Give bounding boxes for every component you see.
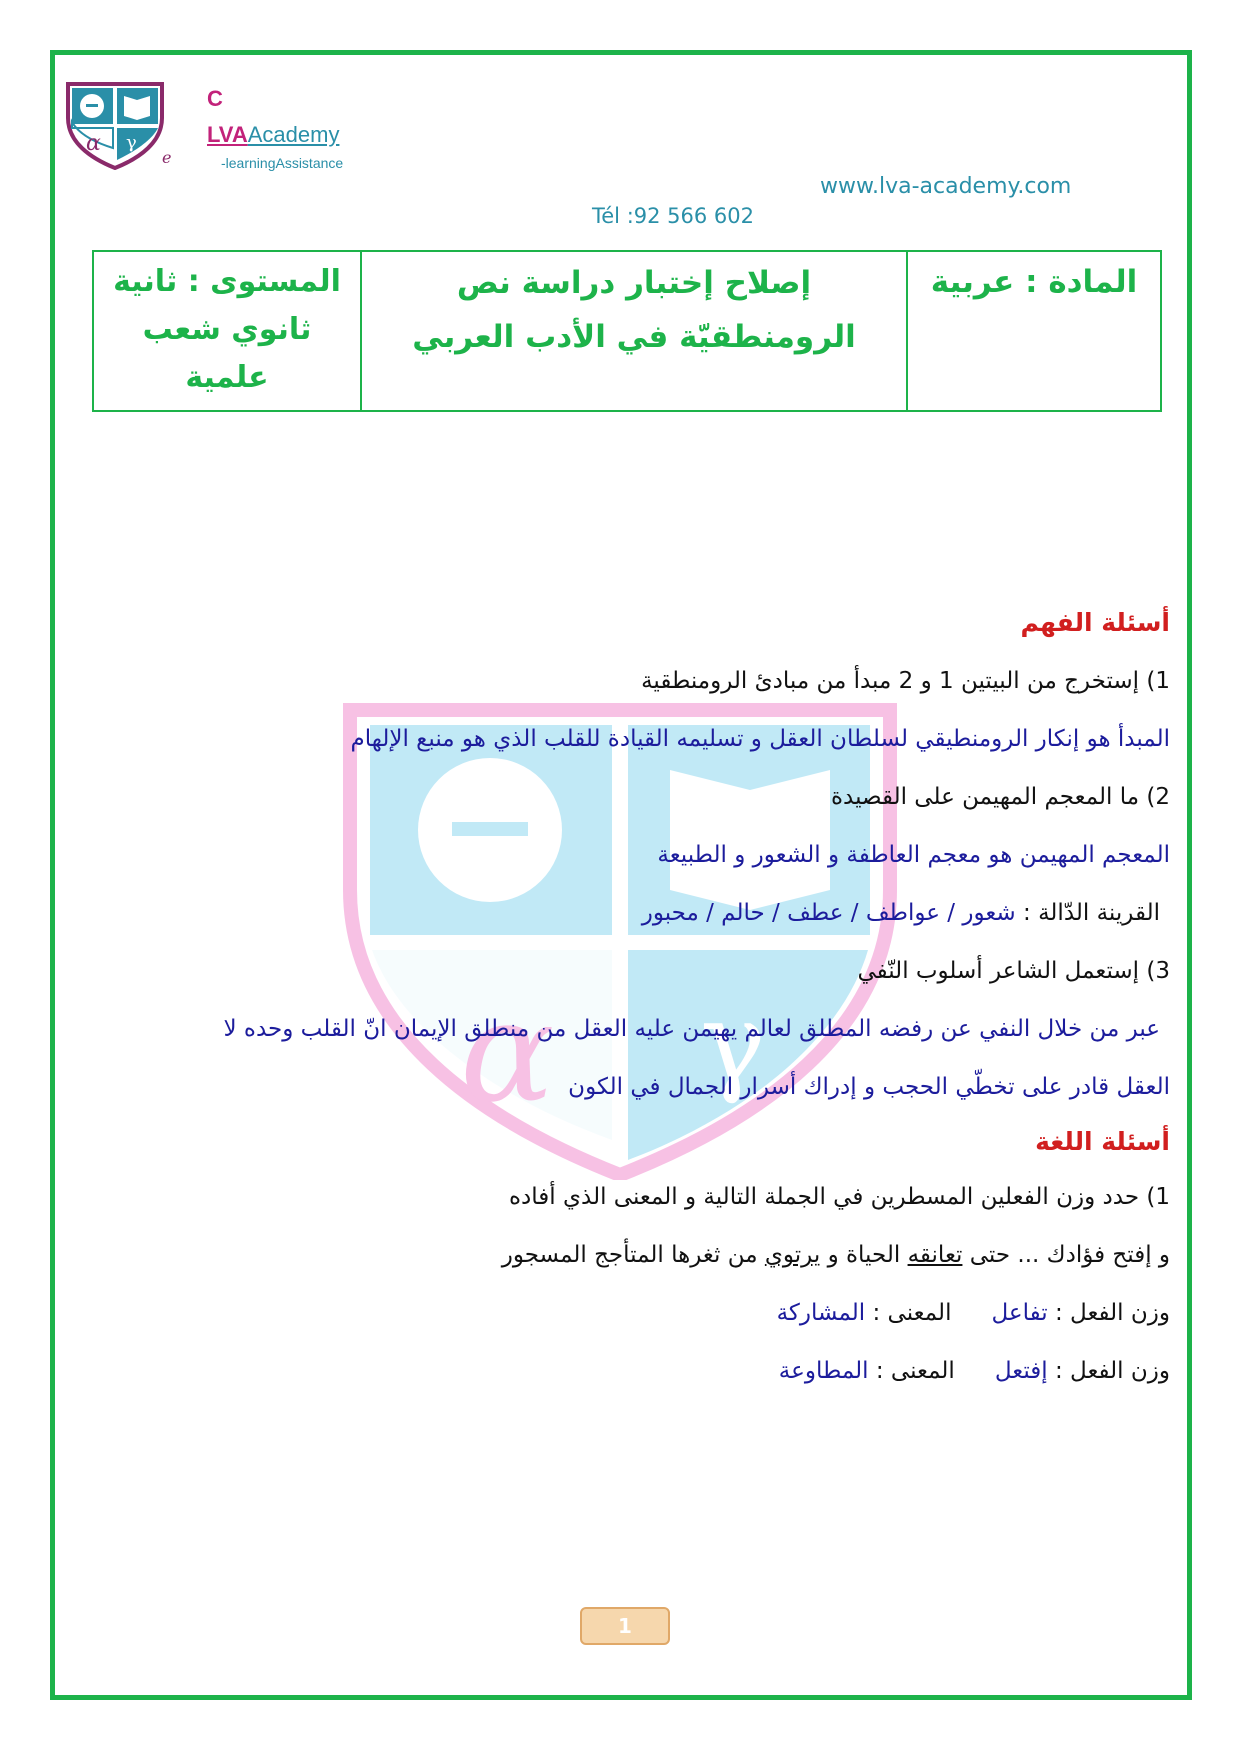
evidence-words: شعور / عواطف / عطف / حالم / محبور [641,900,1016,926]
telephone: Tél :92 566 602 [592,204,755,228]
weight-value-1: تفاعل [991,1300,1048,1326]
sentence-verb-2: يرتوي [764,1242,821,1268]
academy-logo-icon [60,78,170,170]
weight-label-1: وزن الفعل : [1047,1300,1170,1326]
comprehension-question-3: 3) إستعمل الشاعر أسلوب النّفي [857,958,1170,984]
comprehension-answer-1: المبدأ هو إنكار الرومنطيقي لسلطان العقل و تسليمه القيادة للقلب الذي هو منبع الإلهام [350,726,1170,752]
title-line-2: الرومنطقيّة في الأدب العربي [412,319,856,355]
weight-label-2: وزن الفعل : [1047,1358,1170,1384]
level-line-3: علمية [185,360,269,395]
language-heading: أسئلة اللغة [1035,1127,1170,1156]
meaning-value-1: المشاركة [776,1300,866,1326]
svg-text:α: α [460,971,555,1134]
sentence-part-1: و إفتح فؤادك ... حتى [962,1242,1170,1268]
brand-e: e [162,148,172,167]
brand-lva: LVA [207,122,248,147]
meaning-label-2: المعنى : [868,1358,955,1384]
comprehension-evidence [110,884,1170,942]
sentence-part-2: الحياة و [820,1242,908,1268]
level-line-2: ثانوي شعب [142,312,312,347]
brand-c: C [207,86,223,111]
evidence-label: القرينة الدّالة : [1015,900,1160,926]
meaning-label-1: المعنى : [865,1300,952,1326]
comprehension-question-2: 2) ما المعجم المهيمن على القصيدة [830,784,1170,810]
level-cell [94,252,362,410]
comprehension-answer-3-line-2: العقل قادر على تخطّي الحجب و إدراك أسرار الجمال في الكون [568,1074,1170,1100]
comprehension-answer-2: المعجم المهيمن هو معجم العاطفة و الشعور و الطبيعة [657,842,1170,868]
language-answer-row-1 [110,1284,1170,1342]
language-question-1: 1) حدد وزن الفعلين المسطرين في الجملة التالية و المعنى الذي أفاده [509,1184,1170,1210]
svg-text:γ: γ [126,132,137,153]
meaning-value-2: المطاوعة [778,1358,869,1384]
level-line-1: المستوى : ثانية [113,264,341,299]
svg-text:α: α [86,131,101,156]
title-table [92,250,1162,412]
comprehension-heading: أسئلة الفهم [1020,608,1170,637]
title-cell [362,252,908,410]
language-answer-row-2 [110,1342,1170,1400]
comprehension-answer-3-line-1: عبر من خلال النفي عن رفضه المطلق لعالم يهيمن عليه العقل من منطلق الإيمان انّ القلب وحده لا [223,1016,1160,1042]
language-sentence [110,1226,1170,1284]
subject-text: المادة : عربية [930,264,1138,300]
weight-value-2: إفتعل [994,1358,1048,1384]
title-line-1: إصلاح إختبار دراسة نص [456,265,812,301]
comprehension-question-1: 1) إستخرج من البيتين 1 و 2 مبدأ من مبادئ الرومنطقية [641,668,1170,694]
sentence-verb-1: تعانقه [907,1242,963,1268]
subject-cell [908,252,1160,410]
brand-subtitle: -learningAssistance [221,155,344,171]
brand-academy: Academy [247,122,340,147]
website-link[interactable]: www.lva-academy.com [820,174,1072,199]
sentence-part-3: من ثغرها المتأجج المسجور [501,1242,765,1268]
brand-name [207,122,339,148]
page-number: 1 [580,1607,670,1645]
svg-text:γ: γ [700,978,766,1106]
content [110,594,1170,1400]
